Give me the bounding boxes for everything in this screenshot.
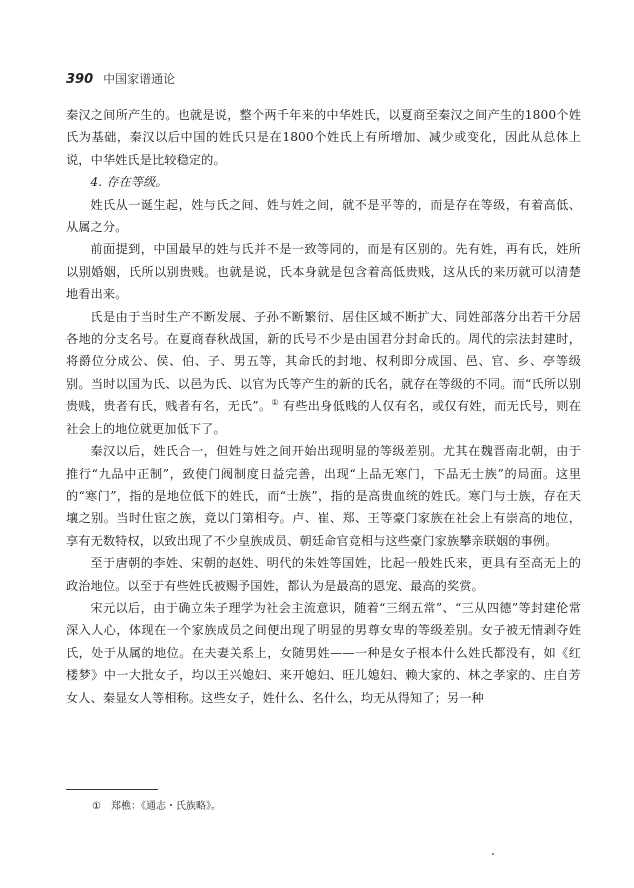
paragraph-5-text: 氏是由于当时生产不断发展、子孙不断繁衍、居住区域不断扩大、同姓部落分出若干分居各地的分支名号。在夏商春秋战国，新的氏号不少是由国君分封命氏的。周代的宗法封建时，将爵位分成公、侯、伯、子、男五等，其命氏的封地、权利即分成国、邑、官、乡、亭等级别。当时以国为氏、以邑为氏、以官为氏等产生的新的氏名，就存在等级的不同。而“氏所以别贵贱，贵者有氏，贱者有名，无氏”。 — [66, 309, 581, 414]
paragraph-4: 前面提到，中国最早的姓与氏并不是一致等同的，而是有区别的。先有姓，再有氏，姓所以别婚姻，氏所以别贵贱。也就是说，氏本身就是包含着高低贵贱，这从氏的来历就可以清楚地看出来。 — [66, 242, 581, 302]
body-text — [66, 104, 581, 709]
page-number: 390 — [66, 72, 94, 87]
paragraph-5-text-continued: 有些出身低贱的人仅有名，或仅有姓，而无氏号，则在社会上的地位就更加低下了。 — [66, 399, 581, 436]
paragraph-3: 姓氏从一诞生起，姓与氏之间、姓与姓之间，就不是平等的，而是存在等级，有着高低、从属之分。 — [66, 197, 581, 235]
footnote-marker: ① — [92, 801, 101, 812]
paragraph-1: 秦汉之间所产生的。也就是说，整个两千年来的中华姓氏，以夏商至秦汉之间产生的1800个姓氏为基础，秦汉以后中国的姓氏只是在1800个姓氏上有所增加、减少或变化，因此从总体上说，中华姓氏是比较稳定的。 — [66, 108, 581, 167]
paragraph-5 — [66, 306, 581, 440]
footnote — [92, 800, 221, 814]
section-heading: 4. 存在等级。 — [90, 175, 168, 190]
running-header — [66, 70, 175, 87]
footnote-text: 郑樵：《通志・氏族略》。 — [110, 801, 221, 812]
paragraph-6: 秦汉以后，姓氏合一，但姓与姓之间开始出现明显的等级差别。尤其在魏晋南北朝，由于推行“九品中正制”，致使门阀制度日益完善，出现“上品无寒门，下品无士族”的局面。这里的“寒门”，指的是地位低下的姓氏，而“士族”，指的是高贵血统的姓氏。寒门与士族，存在天壤之别。当时仕宦之族，竟以门第相夸。卢、崔、郑、王等豪门家族在社会上有崇高的地位，享有无数特权，以致出现了不少皇族成员、朝廷命官竞相与这些豪门家族攀亲联姻的事例。 — [66, 444, 581, 548]
paragraph-8: 宋元以后，由于确立朱子理学为社会主流意识，随着“三纲五常”、“三从四德”等封建伦常深入人心，体现在一个家族成员之间便出现了明显的男尊女卑的等级差别。女子被无情剥夺姓氏，处于从属的地位。在夫妻关系上，女随男姓——一种是女子根本什么姓氏都没有，如《红楼梦》中一大批女子，均以王兴媳妇、来开媳妇、旺儿媳妇、赖大家的、林之孝家的、庄自芳女人、秦显女人等相称。这些女子，姓什么、名什么，均无从得知了；另一种 — [66, 600, 581, 705]
page-speck — [492, 853, 494, 855]
footnote-reference[interactable]: ① — [271, 398, 279, 408]
paragraph-7: 至于唐朝的李姓、宋朝的赵姓、明代的朱姓等国姓，比起一般姓氏来，更具有至高无上的政治地位。以至于有些姓氏被赐予国姓，都认为是最高的恩宠、最高的奖赏。 — [66, 556, 581, 593]
footnote-divider — [66, 789, 158, 790]
book-title: 中国家谱通论 — [103, 72, 176, 86]
